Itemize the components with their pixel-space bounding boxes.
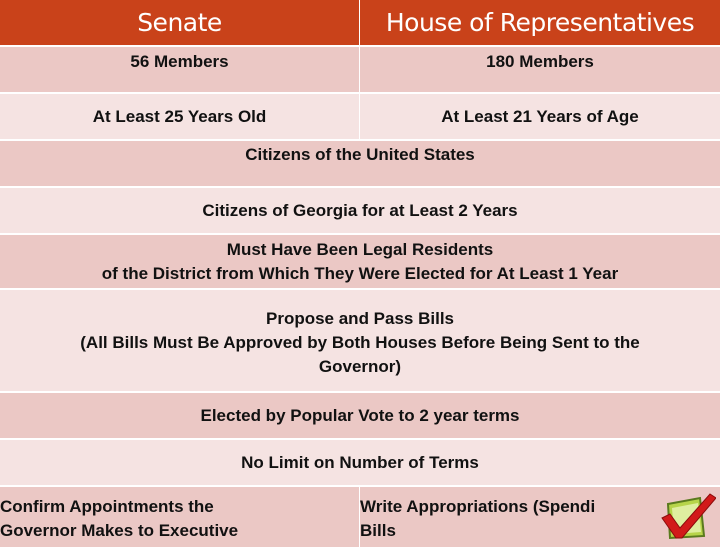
senate-confirm-line2: Governor Makes to Executive <box>0 520 239 540</box>
senate-confirm <box>0 487 360 547</box>
elected-row <box>0 393 720 440</box>
house-members: 180 Members <box>360 47 720 92</box>
members-row <box>0 47 720 94</box>
header-senate: Senate <box>0 0 360 45</box>
no-limit-row <box>0 440 720 487</box>
bills-row <box>0 290 720 393</box>
no-limit: No Limit on Number of Terms <box>0 440 720 485</box>
citizens-ga-row <box>0 188 720 235</box>
bills-line2: (All Bills Must Be Approved by Both Houses Before Being Sent to the <box>80 332 640 352</box>
bills <box>0 290 720 391</box>
citizens-us: Citizens of the United States <box>0 141 720 186</box>
table-header-row <box>0 0 720 47</box>
residents-row <box>0 235 720 290</box>
citizens-ga: Citizens of Georgia for at Least 2 Years <box>0 188 720 233</box>
senate-confirm-line1: Confirm Appointments the <box>0 496 214 516</box>
senate-members: 56 Members <box>0 47 360 92</box>
bills-line1: Propose and Pass Bills <box>265 308 454 328</box>
senate-age: At Least 25 Years Old <box>0 94 360 139</box>
house-write-line2: Bills <box>360 520 396 540</box>
residents-line2: of the District from Which They Were Elected for At Least 1 Year <box>101 263 619 283</box>
bills-line3: Governor) <box>318 356 402 376</box>
house-age: At Least 21 Years of Age <box>360 94 720 139</box>
elected: Elected by Popular Vote to 2 year terms <box>0 393 720 438</box>
residents-line1: Must Have Been Legal Residents <box>226 239 494 259</box>
house-write-line1: Write Appropriations (Spendi <box>360 496 596 516</box>
checkbox-check-icon <box>660 492 716 540</box>
powers-row <box>0 487 720 547</box>
header-house: House of Representatives <box>360 0 720 45</box>
citizens-us-row <box>0 141 720 188</box>
residents <box>0 235 720 288</box>
age-row <box>0 94 720 141</box>
